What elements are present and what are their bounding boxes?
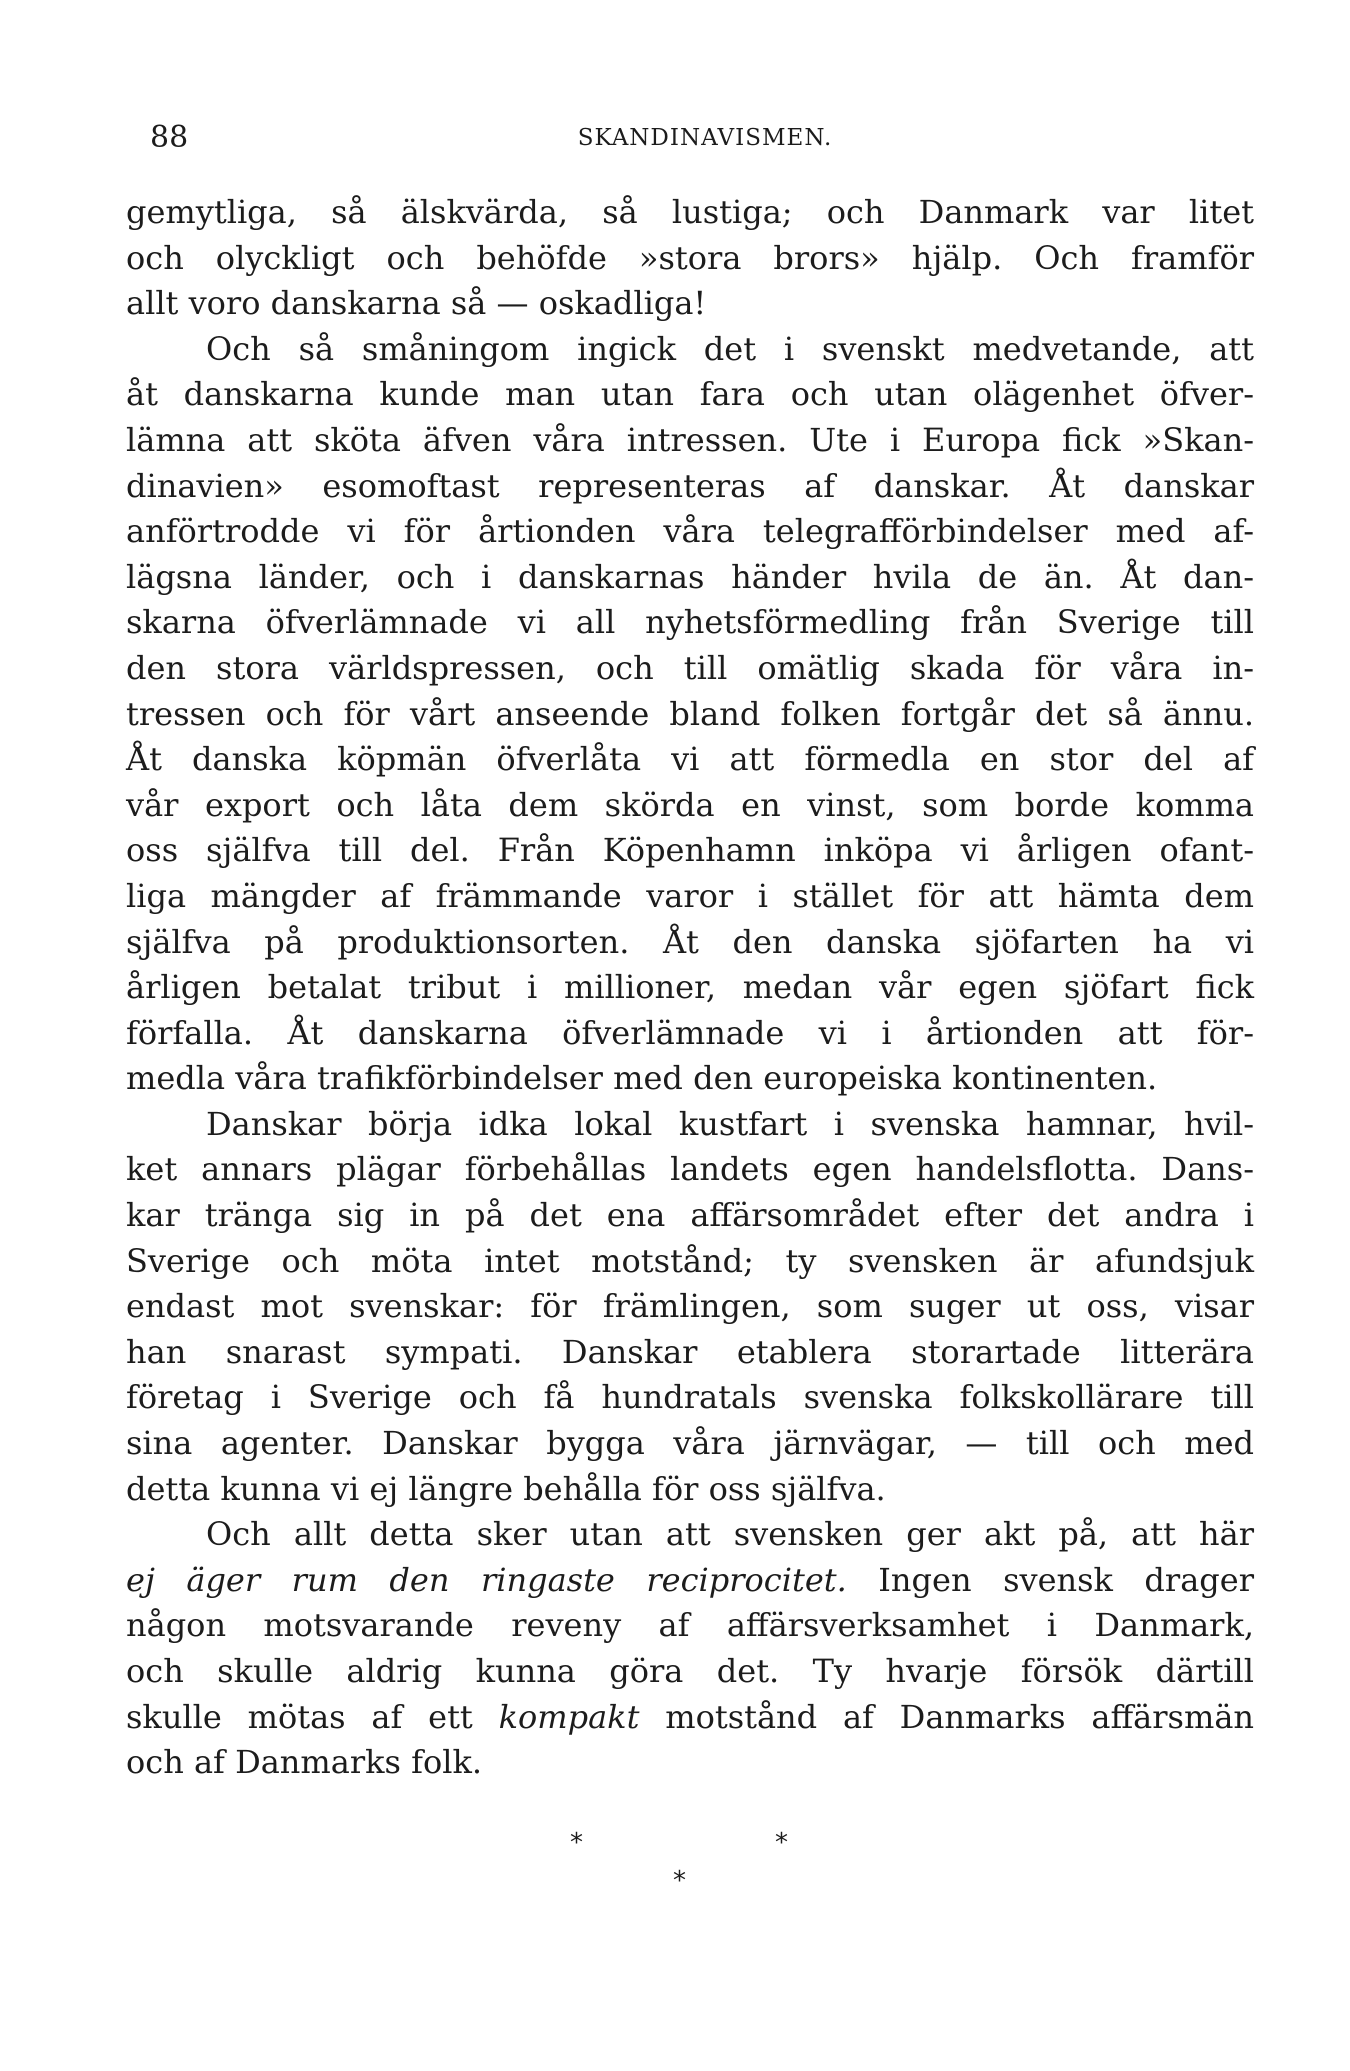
- text-line: tressen och för vårt anseende bland folken fortgår det så ännu.: [126, 694, 1254, 733]
- text-line: Och så småningom ingick det i svenskt medvetande, att: [206, 329, 1254, 368]
- line-remainder: Ingen svensk drager: [846, 1560, 1254, 1599]
- asterisk-icon: *: [570, 1828, 583, 1858]
- asterisk-icon: *: [775, 1828, 788, 1858]
- text-line: Åt danska köpmän öfverlåta vi att förmedla en stor del af: [126, 740, 1254, 779]
- body-text: [126, 190, 1254, 1786]
- paragraph-lines: [126, 190, 1254, 1558]
- text-line: och olyckligt och behöfde »stora brors» hjälp. Och framför: [126, 238, 1254, 277]
- text-line: årligen betalat tribut i millioner, medan vår egen sjöfart fick: [126, 968, 1254, 1007]
- text-line: gemytliga, så älskvärda, så lustiga; och Danmark var litet: [126, 193, 1254, 231]
- paragraph-lines: [126, 1603, 1254, 1694]
- text-line-mixed: [126, 1695, 1254, 1741]
- text-line-italic: [126, 1558, 1254, 1604]
- text-line: lägsna länder, och i danskarnas händer hvila de än. Åt dan-: [126, 557, 1254, 596]
- text-line: dinavien» esomoftast representeras af danskar. Åt danskar: [126, 466, 1254, 505]
- page-number: 88: [150, 120, 189, 155]
- text-line: sina agenter. Danskar bygga våra järnvägar, — till och med: [126, 1424, 1254, 1463]
- italic-word: kompakt: [498, 1697, 640, 1736]
- line-start: skulle mötas af ett: [126, 1697, 499, 1736]
- text-line: vår export och låta dem skörda en vinst, som borde komma: [126, 785, 1254, 824]
- italic-phrase: ej äger rum den ringaste reciprocitet.: [126, 1560, 847, 1599]
- text-line: medla våra trafikförbindelser med den europeiska kontinenten.: [126, 1059, 1158, 1098]
- text-line: oss själfva till del. Från Köpenhamn inköpa vi årligen ofant-: [126, 831, 1254, 870]
- text-line: Och allt detta sker utan att svensken ger akt på, att här: [206, 1515, 1254, 1554]
- running-title: SKANDINAVISMEN.: [577, 125, 833, 151]
- text-line: den stora världspressen, och till omätlig skada för våra in-: [126, 648, 1254, 687]
- text-line: företag i Sverige och få hundratals svenska folkskollärare till: [126, 1378, 1254, 1417]
- text-line: allt voro danskarna så — oskadliga!: [126, 284, 707, 323]
- text-line: själfva på produktionsorten. Åt den danska sjöfarten ha vi: [126, 922, 1254, 961]
- text-line: Sverige och möta intet motstånd; ty svensken är afundsjuk: [126, 1241, 1254, 1280]
- asterisk-icon: *: [673, 1866, 686, 1896]
- text-line: kar tränga sig in på det ena affärsområdet efter det andra i: [126, 1196, 1254, 1235]
- text-line-final: och af Danmarks folk.: [126, 1743, 483, 1782]
- text-line: endast mot svenskar: för främlingen, som suger ut oss, visar: [126, 1287, 1254, 1326]
- text-line: Danskar börja idka lokal kustfart i svenska hamnar, hvil-: [206, 1104, 1254, 1143]
- text-line: åt danskarna kunde man utan fara och utan olägenhet öfver-: [126, 375, 1254, 414]
- text-line: och skulle aldrig kunna göra det. Ty hvarje försök därtill: [126, 1652, 1254, 1690]
- text-line: detta kunna vi ej längre behålla för oss själfva.: [126, 1469, 886, 1508]
- asterism-divider: [540, 1820, 788, 1900]
- text-line: anförtrodde vi för årtionden våra telegrafförbindelser med af-: [126, 512, 1254, 551]
- text-line: liga mängder af främmande varor i stället för att hämta dem: [126, 876, 1254, 915]
- line-end: motstånd af Danmarks affärsmän: [639, 1697, 1255, 1736]
- text-line: ket annars plägar förbehållas landets egen handelsflotta. Dans-: [126, 1150, 1254, 1189]
- text-line: han snarast sympati. Danskar etablera storartade litterära: [126, 1332, 1254, 1371]
- running-head: [150, 118, 1260, 158]
- text-line: någon motsvarande reveny af affärsverksamhet i Danmark,: [126, 1606, 1254, 1645]
- text-line: skarna öfverlämnade vi all nyhetsförmedling från Sverige till: [126, 603, 1254, 642]
- text-line: förfalla. Åt danskarna öfverlämnade vi i årtionden att för-: [126, 1013, 1254, 1052]
- text-line: lämna att sköta äfven våra intressen. Ute i Europa fick »Skan-: [126, 420, 1254, 459]
